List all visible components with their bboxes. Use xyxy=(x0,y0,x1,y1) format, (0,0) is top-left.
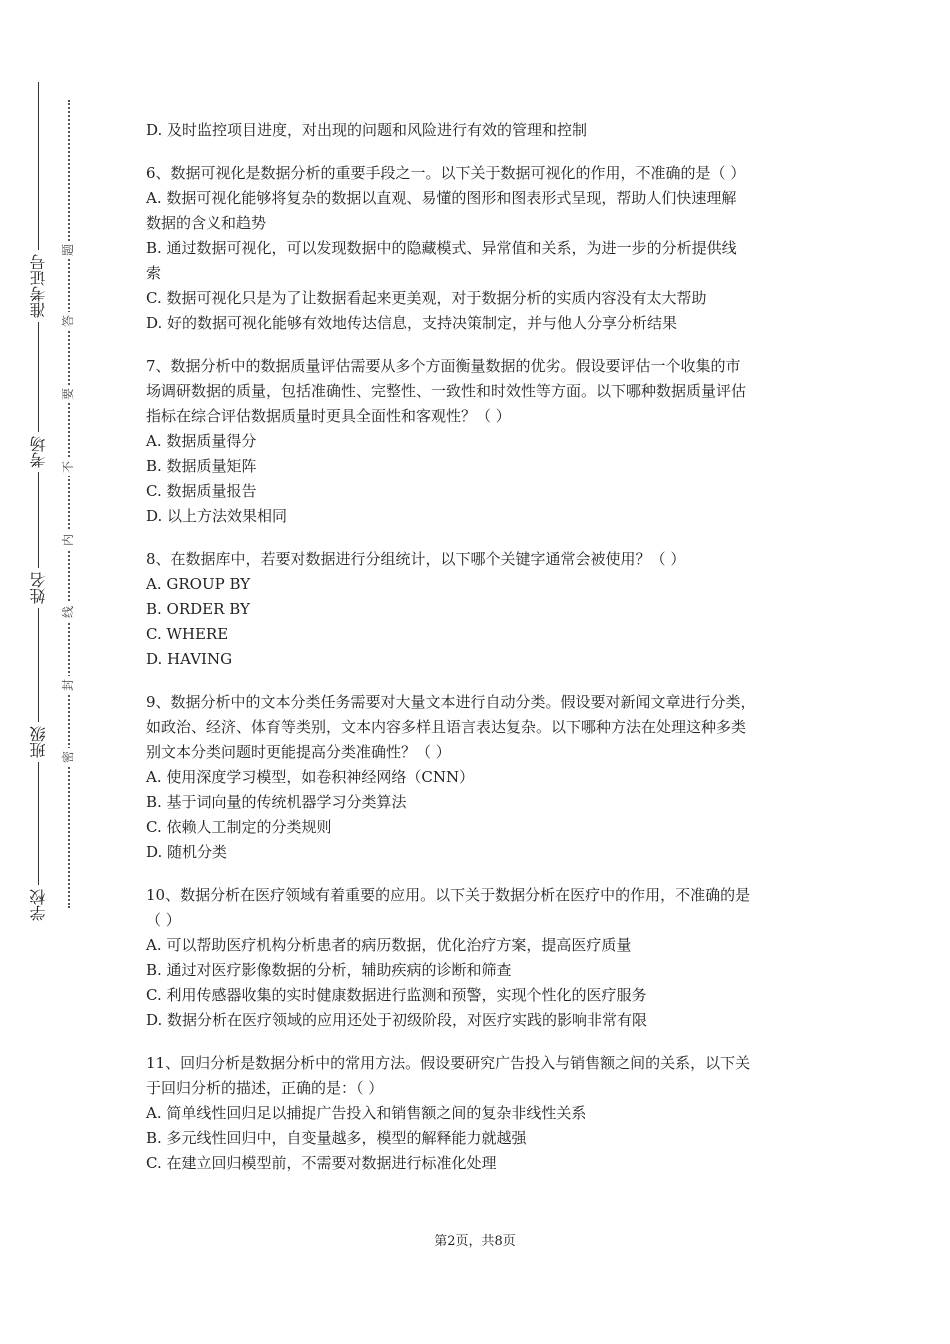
seal-char: 内 xyxy=(59,531,77,549)
question-line: 6、数据可视化是数据分析的重要手段之一。以下关于数据可视化的作用，不准确的是（ ） xyxy=(146,164,746,182)
field-class: 班级 xyxy=(22,722,56,762)
question-line: B. 数据质量矩阵 xyxy=(146,457,257,475)
question-line: C. 在建立回归模型前，不需要对数据进行标准化处理 xyxy=(146,1154,497,1172)
question-line: C. 利用传感器收集的实时健康数据进行监测和预警，实现个性化的医疗服务 xyxy=(146,986,647,1004)
question-line: 9、数据分析中的文本分类任务需要对大量文本进行自动分类。假设要对新闻文章进行分类， xyxy=(146,693,756,711)
question-block xyxy=(146,161,818,336)
question-line: 数据的含义和趋势 xyxy=(146,214,267,232)
question-line: D. HAVING xyxy=(146,650,233,668)
binding-solid-line xyxy=(38,82,39,922)
field-name: 姓名 xyxy=(22,568,56,608)
question-line: A. 数据质量得分 xyxy=(146,432,257,450)
question-line: （ ） xyxy=(146,911,181,929)
page-footer: 第2页，共8页 xyxy=(434,1234,516,1249)
question-block xyxy=(146,690,818,865)
question-line: D. 好的数据可视化能够有效地传达信息，支持决策制定，并与他人分享分析结果 xyxy=(146,314,678,332)
question-line: 11、回归分析是数据分析中的常用方法。假设要研究广告投入与销售额之间的关系，以下关 xyxy=(146,1054,751,1072)
question-line: B. 多元线性回归中，自变量越多，模型的解释能力就越强 xyxy=(146,1129,527,1147)
question-line: 场调研数据的质量，包括准确性、完整性、一致性和时效性等方面。以下哪种数据质量评估 xyxy=(146,382,747,400)
question-line: 指标在综合评估数据质量时更具全面性和客观性？（ ） xyxy=(146,407,511,425)
seal-char: 封 xyxy=(59,676,77,694)
question-line: C. 数据可视化只是为了让数据看起来更美观，对于数据分析的实质内容没有太大帮助 xyxy=(146,289,707,307)
question-content xyxy=(146,118,818,1176)
question-line: 8、在数据库中，若要对数据进行分组统计，以下哪个关键字通常会被使用？（ ） xyxy=(146,550,686,568)
question-line: C. WHERE xyxy=(146,625,229,643)
question-line: B. 通过对医疗影像数据的分析，辅助疾病的诊断和筛查 xyxy=(146,961,512,979)
question-line: B. ORDER BY xyxy=(146,600,250,618)
binding-dotted-line xyxy=(68,100,70,908)
question-line: 如政治、经济、体育等类别，文本内容多样且语言表达复杂。以下哪种方法在处理这种多类 xyxy=(146,718,747,736)
seal-char: 题 xyxy=(59,241,77,259)
question-line: 7、数据分析中的数据质量评估需要从多个方面衡量数据的优劣。假设要评估一个收集的市 xyxy=(146,357,741,375)
seal-char: 密 xyxy=(59,748,77,766)
seal-char: 不 xyxy=(59,458,77,476)
question-line: 索 xyxy=(146,264,162,282)
question-line: A. 可以帮助医疗机构分析患者的病历数据，优化治疗方案，提高医疗质量 xyxy=(146,936,632,954)
question-line: A. 数据可视化能够将复杂的数据以直观、易懂的图形和图表形式呈现，帮助人们快速理解 xyxy=(146,189,737,207)
question-line: C. 数据质量报告 xyxy=(146,482,257,500)
question-block xyxy=(146,118,818,143)
question-line: 10、数据分析在医疗领域有着重要的应用。以下关于数据分析在医疗中的作用，不准确的是 xyxy=(146,886,751,904)
field-school: 学校 xyxy=(22,885,56,925)
seal-char: 线 xyxy=(59,603,77,621)
question-block xyxy=(146,883,818,1033)
question-line: 于回归分析的描述，正确的是：（ ） xyxy=(146,1079,384,1097)
question-line: A. 简单线性回归足以捕捉广告投入和销售额之间的复杂非线性关系 xyxy=(146,1104,587,1122)
seal-char: 答 xyxy=(59,312,77,330)
question-block xyxy=(146,1051,818,1176)
field-exam-room: 考场 xyxy=(22,432,56,472)
seal-char: 要 xyxy=(59,385,77,403)
question-line: A. GROUP BY xyxy=(146,575,251,593)
question-line: D. 数据分析在医疗领域的应用还处于初级阶段，对医疗实践的影响非常有限 xyxy=(146,1011,648,1029)
field-exam-number: 准考证号 xyxy=(22,250,56,322)
question-line: A. 使用深度学习模型，如卷积神经网络（CNN） xyxy=(146,768,475,786)
question-line: B. 基于词向量的传统机器学习分类算法 xyxy=(146,793,407,811)
question-line: C. 依赖人工制定的分类规则 xyxy=(146,818,332,836)
question-line: D. 及时监控项目进度，对出现的问题和风险进行有效的管理和控制 xyxy=(146,121,588,139)
question-line: D. 随机分类 xyxy=(146,843,228,861)
question-block xyxy=(146,354,818,529)
question-line: 别文本分类问题时更能提高分类准确性？（ ） xyxy=(146,743,451,761)
question-line: B. 通过数据可视化，可以发现数据中的隐藏模式、异常值和关系，为进一步的分析提供线 xyxy=(146,239,737,257)
question-line: D. 以上方法效果相同 xyxy=(146,507,288,525)
question-block xyxy=(146,547,818,672)
